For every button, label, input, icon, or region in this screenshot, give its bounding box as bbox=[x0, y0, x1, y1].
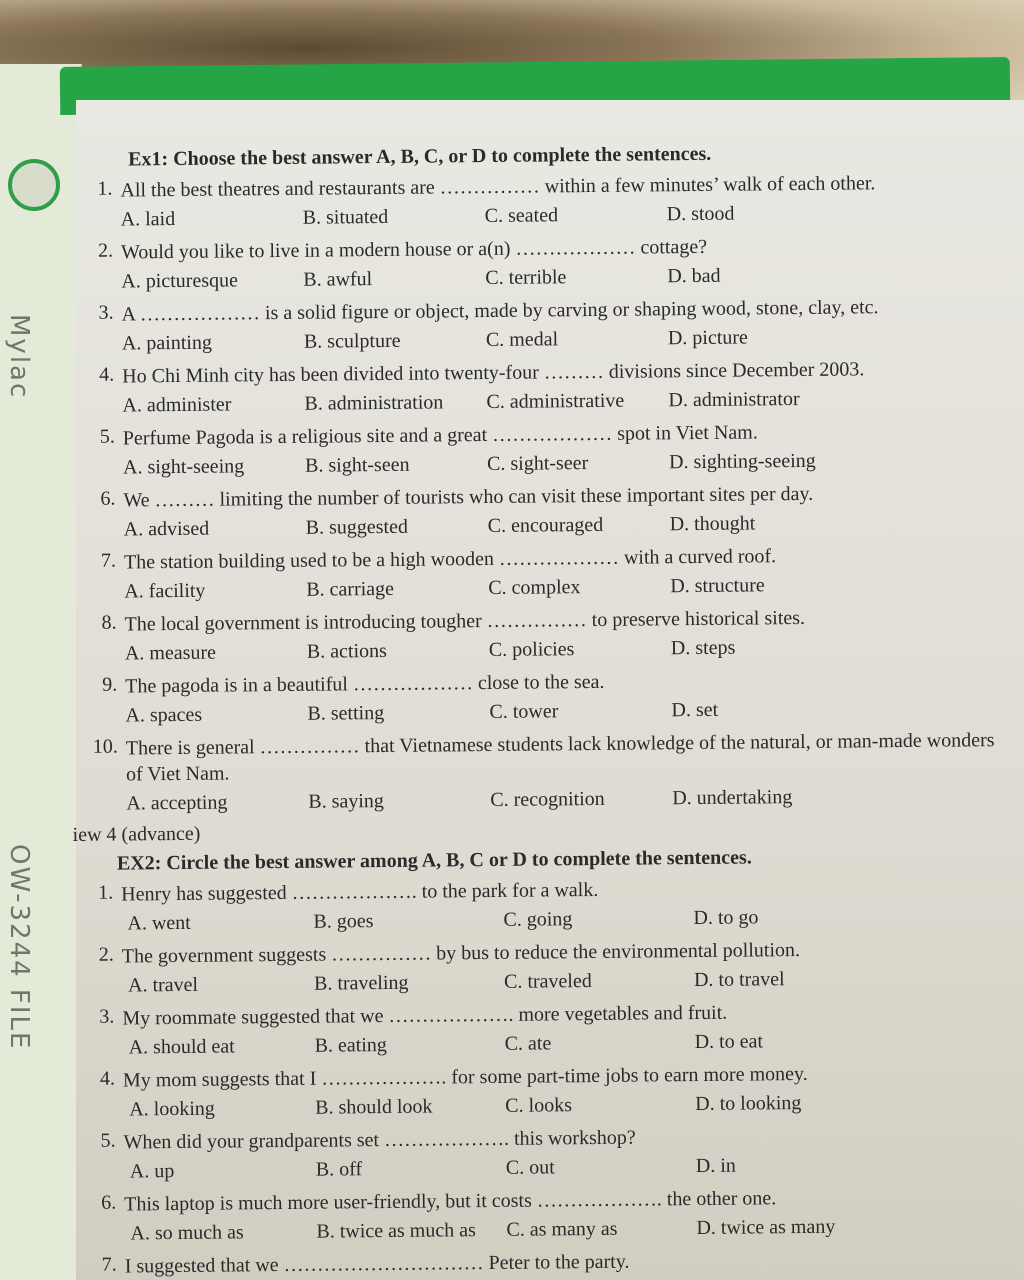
answer-option-b[interactable]: B. off bbox=[315, 1158, 363, 1181]
question-text: The pagoda is in a beautiful ……………… close to the sea. bbox=[125, 670, 605, 698]
question-text: The government suggests …………… by bus to reduce the environmental pollution. bbox=[121, 939, 801, 968]
question-number: 2. bbox=[97, 239, 114, 262]
answer-option-d[interactable]: D. bad bbox=[667, 264, 721, 288]
question-text: Perfume Pagoda is a religious site and a great ……………… spot in Viet Nam. bbox=[122, 421, 758, 450]
answer-option-a[interactable]: A. picturesque bbox=[121, 269, 239, 293]
answer-option-d[interactable]: D. set bbox=[671, 698, 719, 722]
answer-option-d[interactable]: D. to travel bbox=[693, 968, 785, 992]
answer-option-c[interactable]: C. tower bbox=[489, 700, 559, 723]
answer-option-d[interactable]: D. in bbox=[695, 1154, 736, 1178]
answer-option-a[interactable]: A. so much as bbox=[130, 1221, 244, 1245]
question-number: 4. bbox=[99, 1067, 116, 1090]
folder-cover bbox=[0, 64, 82, 1280]
answer-option-a[interactable]: A. spaces bbox=[125, 703, 203, 727]
answer-option-a[interactable]: A. up bbox=[129, 1160, 175, 1183]
answer-option-a[interactable]: A. should eat bbox=[128, 1035, 235, 1059]
question-text: The station building used to be a high wooden ……………… with a curved roof. bbox=[123, 545, 777, 574]
ex1-question-list bbox=[70, 169, 1006, 818]
answer-option-a[interactable]: A. went bbox=[127, 911, 191, 935]
answer-option-b[interactable]: B. administration bbox=[304, 391, 444, 415]
answer-option-c[interactable]: C. sight-seer bbox=[486, 452, 589, 476]
answer-option-d[interactable]: D. undertaking bbox=[672, 786, 793, 810]
answer-option-d[interactable]: D. picture bbox=[667, 326, 748, 350]
answer-option-b[interactable]: B. traveling bbox=[313, 971, 409, 995]
question-number: 3. bbox=[99, 1005, 115, 1028]
answer-option-b[interactable]: B. carriage bbox=[306, 577, 395, 601]
answer-option-c[interactable]: C. policies bbox=[488, 638, 575, 662]
question-number: 3. bbox=[98, 301, 114, 324]
question-number: 7. bbox=[100, 549, 117, 572]
answer-option-c[interactable]: C. recognition bbox=[490, 787, 605, 811]
question-number: 5. bbox=[100, 1129, 116, 1152]
answer-option-d[interactable]: D. thought bbox=[669, 512, 756, 536]
question-number: 4. bbox=[99, 363, 115, 386]
question-text: We ……… limiting the number of tourists who can visit these important sites per day. bbox=[123, 482, 814, 512]
question-number: 6. bbox=[100, 487, 116, 510]
folder-label-bottom: OW-3244 FILE bbox=[4, 844, 34, 1051]
answer-option-d[interactable]: D. administrator bbox=[668, 388, 800, 412]
answer-option-a[interactable]: A. measure bbox=[124, 641, 217, 665]
question-text: My roommate suggested that we ………………. more vegetables and fruit. bbox=[122, 1001, 728, 1030]
answer-option-b[interactable]: B. actions bbox=[306, 639, 387, 663]
folder-label-top: Mylac bbox=[4, 314, 34, 400]
answer-option-c[interactable]: C. out bbox=[505, 1156, 555, 1179]
answer-option-d[interactable]: D. stood bbox=[666, 202, 735, 226]
question-number: 1. bbox=[97, 177, 113, 200]
answer-option-d[interactable]: D. sighting-seeing bbox=[668, 449, 816, 474]
answer-option-b[interactable]: B. saying bbox=[308, 790, 384, 813]
folder-hole bbox=[8, 159, 60, 211]
answer-option-c[interactable]: C. seated bbox=[484, 204, 559, 228]
worksheet-content bbox=[70, 136, 1011, 1280]
question-text: When did your grandparents set ………………. this workshop? bbox=[123, 1126, 636, 1154]
answer-option-a[interactable]: A. advised bbox=[123, 517, 210, 541]
answer-option-b[interactable]: B. sculpture bbox=[303, 329, 401, 353]
question-text: Ho Chi Minh city has been divided into twenty-four ……… divisions since December 2003. bbox=[122, 358, 865, 388]
answer-option-b[interactable]: B. twice as much as bbox=[316, 1219, 476, 1243]
question-text: Henry has suggested ………………. to the park for a walk. bbox=[121, 878, 599, 906]
question-number: 9. bbox=[102, 673, 118, 696]
question-number: 7. bbox=[101, 1253, 117, 1276]
answer-option-c[interactable]: C. ate bbox=[504, 1032, 552, 1055]
question-text: Would you like to live in a modern house or a(n) ……………… cottage? bbox=[120, 235, 708, 264]
answer-option-c[interactable]: C. going bbox=[503, 908, 573, 931]
answer-option-c[interactable]: C. looks bbox=[505, 1094, 573, 1117]
question-number: 6. bbox=[101, 1191, 117, 1214]
answer-option-a[interactable]: A. facility bbox=[124, 579, 206, 603]
question-number: 5. bbox=[99, 425, 115, 448]
ex2-question-list bbox=[77, 873, 1011, 1280]
answer-option-a[interactable]: A. accepting bbox=[126, 791, 228, 815]
question-text: There is general …………… that Vietnamese students lack knowledge of the natural, or man-made wonders of Viet Nam. bbox=[125, 729, 995, 786]
question-number: 1. bbox=[98, 881, 114, 904]
answer-option-c[interactable]: C. administrative bbox=[486, 389, 625, 414]
question-number: 8. bbox=[101, 611, 117, 634]
answer-option-c[interactable]: C. as many as bbox=[506, 1217, 618, 1241]
answer-option-b[interactable]: B. awful bbox=[303, 268, 373, 291]
answer-option-a[interactable]: A. painting bbox=[121, 331, 213, 355]
answer-option-d[interactable]: D. steps bbox=[670, 636, 736, 660]
answer-option-d[interactable]: D. twice as many bbox=[696, 1215, 836, 1240]
answer-option-b[interactable]: B. eating bbox=[314, 1034, 387, 1057]
answer-option-a[interactable]: A. sight-seeing bbox=[122, 455, 245, 479]
answer-option-d[interactable]: D. to looking bbox=[695, 1092, 802, 1116]
answer-option-c[interactable]: C. complex bbox=[488, 576, 581, 600]
review-label: iew 4 (advance) bbox=[72, 822, 201, 847]
question-row bbox=[76, 727, 1006, 788]
answer-option-d[interactable]: D. to go bbox=[693, 906, 759, 930]
answer-option-a[interactable]: A. travel bbox=[127, 973, 199, 997]
question-text: This laptop is much more user-friendly, but it costs ………………. the other one. bbox=[124, 1187, 777, 1216]
answer-option-b[interactable]: B. should look bbox=[315, 1095, 433, 1119]
answer-option-c[interactable]: C. encouraged bbox=[487, 513, 604, 538]
answer-option-a[interactable]: A. looking bbox=[129, 1097, 215, 1121]
answer-option-d[interactable]: D. structure bbox=[670, 574, 765, 598]
answer-option-c[interactable]: C. traveled bbox=[503, 970, 592, 993]
question-text: The local government is introducing tougher …………… to preserve historical sites. bbox=[124, 606, 806, 636]
answer-option-a[interactable]: A. laid bbox=[120, 207, 176, 231]
answer-option-c[interactable]: C. terrible bbox=[485, 266, 567, 290]
question-text: My mom suggests that I ………………. for some part-time jobs to earn more money. bbox=[122, 1062, 808, 1092]
question-text: All the best theatres and restaurants are …………… within a few minutes’ walk of each other. bbox=[120, 172, 876, 202]
answer-option-b[interactable]: B. suggested bbox=[305, 515, 409, 539]
ex1-title: Ex1: Choose the best answer A, B, C, or D to complete the sentences. bbox=[128, 142, 712, 171]
answer-option-c[interactable]: C. medal bbox=[485, 328, 559, 352]
question-number: 2. bbox=[98, 943, 114, 966]
question-text: A ……………… is a solid figure or object, made by carving or shaping wood, stone, clay, etc. bbox=[121, 296, 879, 326]
answer-option-b[interactable]: B. sight-seen bbox=[304, 453, 410, 477]
answer-option-d[interactable]: D. to eat bbox=[694, 1030, 764, 1054]
ex2-title: EX2: Circle the best answer among A, B, C or D to complete the sentences. bbox=[116, 846, 752, 875]
answer-option-b[interactable]: B. situated bbox=[302, 205, 389, 229]
answer-option-b[interactable]: B. goes bbox=[313, 910, 374, 933]
answer-option-a[interactable]: A. administer bbox=[122, 393, 232, 417]
question-number: 10. bbox=[92, 735, 118, 758]
question-text: I suggested that we ………………………… Peter to the party. bbox=[124, 1250, 630, 1278]
answer-option-b[interactable]: B. setting bbox=[307, 702, 385, 725]
